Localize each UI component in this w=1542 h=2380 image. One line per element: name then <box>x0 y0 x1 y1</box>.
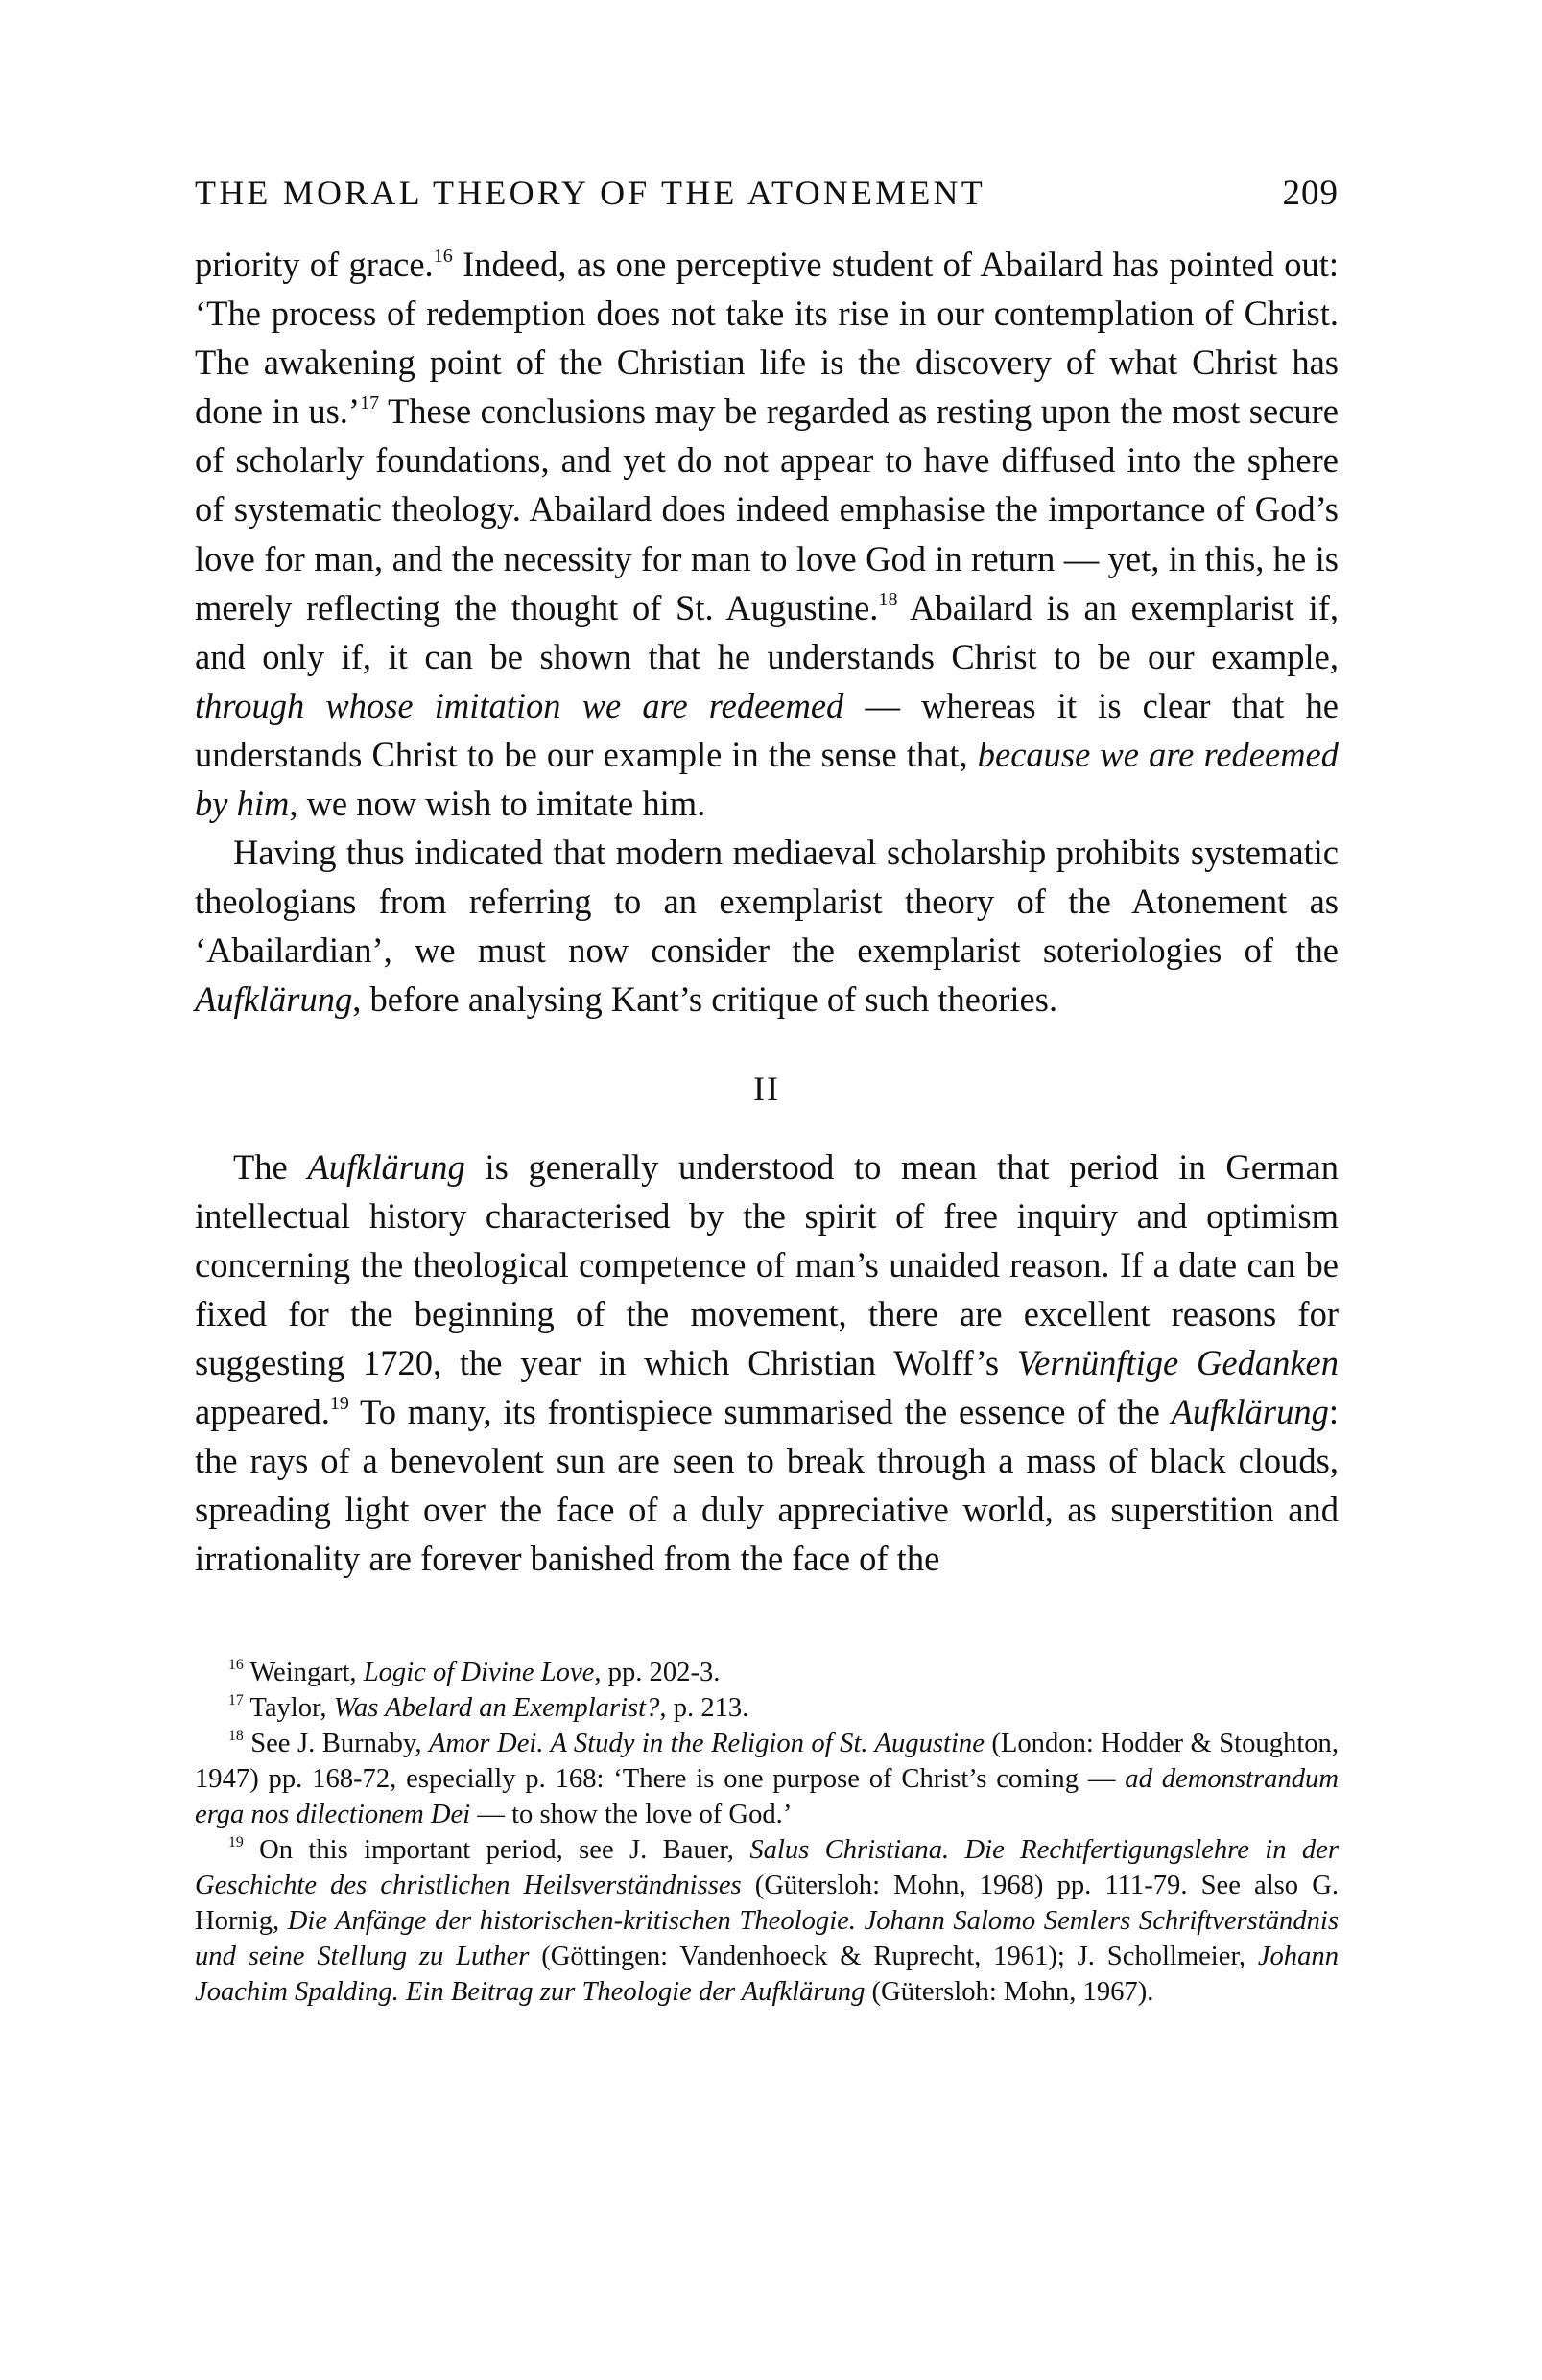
text-run: : the rays of a benevolent sun are seen to break through a mass of black clouds, spreading light over the face of a duly appreciative world, as superstition and irrationality are forever banished from the face of the <box>195 1391 1339 1579</box>
text-run: , pp. 202-3. <box>594 1658 721 1688</box>
text-run: , we now wish to imitate him. <box>289 784 706 824</box>
text-run: The <box>233 1146 308 1187</box>
italic-run: Vernünftige Gedanken <box>1016 1342 1339 1382</box>
text-run: Weingart, <box>243 1658 364 1688</box>
text-run: priority of grace. <box>195 245 434 284</box>
text-run: (London: Hodder & Stoughton, 1947) pp. 168-72, especially p. 168: ‘There is one purpose of Christ’s coming — <box>195 1729 1339 1795</box>
footnote-ref-17: 17 <box>360 392 380 414</box>
text-run: Abailard is an exemplarist if, and only if, it can be shown that he understands Christ to be our example, <box>195 587 1339 676</box>
footnote-16 <box>195 1655 1339 1690</box>
paragraph-3 <box>195 1143 1339 1584</box>
page <box>195 173 1339 2010</box>
running-title: THE MORAL THEORY OF THE ATONEMENT <box>195 174 985 212</box>
footnote-number: 18 <box>228 1728 244 1745</box>
footnote-number: 16 <box>228 1657 244 1674</box>
italic-run: through whose imitation we are redeemed <box>195 685 844 725</box>
text-run: To many, its frontispiece summarised the essence of the <box>348 1391 1172 1431</box>
text-run: On this important period, see J. Bauer, <box>243 1835 750 1866</box>
paragraph-2 <box>195 828 1339 1024</box>
italic-run: because we are redeemed by him <box>195 734 1339 824</box>
page-number: 209 <box>1282 174 1339 213</box>
footnote-18 <box>195 1726 1339 1832</box>
paragraph-1 <box>195 240 1339 828</box>
footnote-ref-18: 18 <box>878 588 898 610</box>
text-run: appeared. <box>195 1391 330 1431</box>
italic-run: Was Abelard an Exemplarist? <box>333 1693 660 1724</box>
italic-run: ad demonstrandum erga nos dilectionem Dei <box>195 1764 1339 1830</box>
text-run: (Gütersloh: Mohn, 1968) pp. 111-79. See also G. Hornig, <box>195 1871 1340 1937</box>
text-run: Indeed, as one perceptive student of Abailard has pointed out: ‘The process of redemption does not take its rise in our contemplation of Christ. The awakening point of the Christian life is the discovery of what Christ has done in us.’ <box>195 245 1339 432</box>
text-run: (Gütersloh: Mohn, 1967). <box>865 1977 1154 2008</box>
italic-run: Die Anfänge der historischen-kritischen Theologie. Johann Salomo Semlers Schriftverständnis und seine Stellung zu Luther <box>195 1906 1339 1972</box>
italic-run: Amor Dei. A Study in the Religion of St. Augustine <box>429 1729 985 1759</box>
text-run: , before analysing Kant’s critique of such theories. <box>352 979 1058 1020</box>
text-run: Having thus indicated that modern mediaeval scholarship prohibits systematic theologians from referring to an exemplarist theory of the Atonement as ‘Abailardian’, we must now consider the exemplarist soteriologies of the <box>195 833 1339 971</box>
footnote-number: 19 <box>228 1834 244 1851</box>
footnote-number: 17 <box>228 1692 244 1709</box>
italic-run: Johann Joachim Spalding. Ein Beitrag zur Theologie der Aufklärung <box>195 1942 1339 2008</box>
italic-run: Aufklärung <box>195 979 353 1020</box>
text-run: — to show the love of God.’ <box>470 1800 793 1830</box>
italic-run: Aufklärung <box>1171 1391 1329 1431</box>
footnote-ref-19: 19 <box>329 1392 349 1414</box>
text-run: , p. 213. <box>659 1693 749 1724</box>
italic-run: Aufklärung <box>307 1146 465 1187</box>
text-run: (Göttingen: Vandenhoeck & Ruprecht, 1961); J. Schollmeier, <box>529 1942 1258 1972</box>
footnote-ref-16: 16 <box>433 245 453 267</box>
text-run: — whereas it is clear that he understands Christ to be our example in the sense that, <box>195 685 1339 774</box>
text-run: These conclusions may be regarded as resting upon the most secure of scholarly foundations, and yet do not appear to have diffused into the sphere of systematic theology. Abailard does indeed emphasise the importance of God’s love for man, and the necessity for man to love God in return — yet, in this, he is merely reflecting the thought of St. Augustine. <box>195 391 1340 627</box>
footnote-19 <box>195 1832 1339 2010</box>
text-run: Taylor, <box>243 1693 334 1724</box>
italic-run: Salus Christiana. Die Rechtfertigungslehre in der Geschichte des christlichen Heilsverständnisses <box>195 1835 1339 1901</box>
text-run: is generally understood to mean that period in German intellectual history characterised by the spirit of free inquiry and optimism concerning the theological competence of man’s unaided reason. If a date can be fixed for the beginning of the movement, there are excellent reasons for suggesting 1720, the year in which Christian Wolff’s <box>195 1146 1339 1382</box>
italic-run: Logic of Divine Love <box>363 1658 595 1688</box>
text-run: See J. Burnaby, <box>243 1729 430 1759</box>
footnotes <box>195 1655 1339 2010</box>
footnote-17 <box>195 1690 1339 1726</box>
running-head <box>195 173 1339 228</box>
section-number: II <box>753 1069 780 1108</box>
